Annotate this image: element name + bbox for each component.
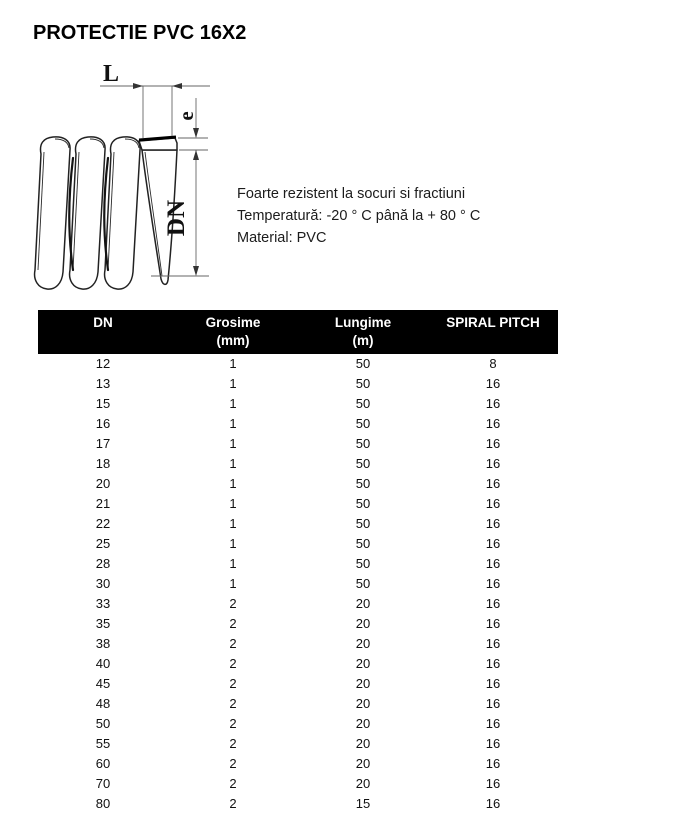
table-cell: 17 bbox=[95, 436, 111, 451]
column-unit: (mm) bbox=[216, 333, 250, 348]
table-cell: 1 bbox=[229, 516, 237, 531]
table-cell: 50 bbox=[355, 516, 371, 531]
table-cell: 1 bbox=[229, 356, 237, 371]
table-cell: 12 bbox=[95, 356, 111, 371]
table-cell: 50 bbox=[355, 476, 371, 491]
table-cell: 16 bbox=[485, 376, 501, 391]
table-row bbox=[38, 534, 558, 554]
table-row bbox=[38, 494, 558, 514]
table-row bbox=[38, 554, 558, 574]
table-cell: 1 bbox=[229, 376, 237, 391]
table-cell: 50 bbox=[355, 436, 371, 451]
table-row bbox=[38, 394, 558, 414]
table-cell: 20 bbox=[355, 696, 371, 711]
table-cell: 16 bbox=[485, 756, 501, 771]
table-row bbox=[38, 594, 558, 614]
table-cell: 16 bbox=[95, 416, 111, 431]
table-cell: 55 bbox=[95, 736, 111, 751]
table-row bbox=[38, 454, 558, 474]
table-cell: 1 bbox=[229, 556, 237, 571]
table-cell: 28 bbox=[95, 556, 111, 571]
table-cell: 50 bbox=[355, 356, 371, 371]
table-cell: 1 bbox=[229, 436, 237, 451]
table-cell: 50 bbox=[355, 456, 371, 471]
table-cell: 21 bbox=[95, 496, 111, 511]
table-cell: 1 bbox=[229, 576, 237, 591]
table-cell: 50 bbox=[95, 716, 111, 731]
table-row bbox=[38, 654, 558, 674]
table-cell: 1 bbox=[229, 476, 237, 491]
table-cell: 20 bbox=[355, 676, 371, 691]
table-cell: 2 bbox=[229, 736, 237, 751]
table-cell: 38 bbox=[95, 636, 111, 651]
column-unit bbox=[428, 332, 558, 350]
column-header-dn bbox=[38, 314, 168, 350]
column-header-spiral-pitch bbox=[428, 314, 558, 350]
table-cell: 50 bbox=[355, 576, 371, 591]
description-line-3: Material: PVC bbox=[237, 230, 327, 246]
table-cell: 16 bbox=[485, 536, 501, 551]
description-line-1: Foarte rezistent la socuri si fractiuni bbox=[237, 186, 466, 202]
page-title: PROTECTIE PVC 16X2 bbox=[33, 22, 247, 44]
table-cell: 80 bbox=[95, 796, 111, 811]
table-cell: 25 bbox=[95, 536, 111, 551]
table-cell: 16 bbox=[485, 676, 501, 691]
column-header-lungime bbox=[298, 314, 428, 350]
table-cell: 2 bbox=[229, 616, 237, 631]
table-row bbox=[38, 794, 558, 814]
column-label: Lungime bbox=[334, 315, 392, 330]
table-row bbox=[38, 434, 558, 454]
table-cell: 45 bbox=[95, 676, 111, 691]
diagram-label-thickness: e bbox=[174, 111, 198, 121]
table-cell: 30 bbox=[95, 576, 111, 591]
table-cell: 16 bbox=[485, 596, 501, 611]
table-cell: 2 bbox=[229, 696, 237, 711]
table-row bbox=[38, 414, 558, 434]
diagram-label-diameter: DN bbox=[163, 199, 190, 237]
table-cell: 1 bbox=[229, 416, 237, 431]
table-cell: 70 bbox=[95, 776, 111, 791]
table-cell: 2 bbox=[229, 596, 237, 611]
table-cell: 35 bbox=[95, 616, 111, 631]
table-row bbox=[38, 774, 558, 794]
table-cell: 20 bbox=[95, 476, 111, 491]
table-cell: 16 bbox=[485, 636, 501, 651]
table-cell: 1 bbox=[229, 396, 237, 411]
coil-loops bbox=[35, 137, 177, 289]
table-cell: 16 bbox=[485, 796, 501, 811]
diagram-label-length: L bbox=[103, 61, 120, 87]
table-cell: 2 bbox=[229, 716, 237, 731]
product-diagram bbox=[25, 58, 240, 302]
description-line-2: Temperatură: -20 ° C până la + 80 ° C bbox=[237, 208, 481, 224]
table-row bbox=[38, 374, 558, 394]
table-cell: 20 bbox=[355, 716, 371, 731]
table-cell: 20 bbox=[355, 736, 371, 751]
spec-table-header bbox=[38, 310, 558, 354]
table-row bbox=[38, 474, 558, 494]
table-cell: 50 bbox=[355, 536, 371, 551]
table-cell: 20 bbox=[355, 656, 371, 671]
table-cell: 33 bbox=[95, 596, 111, 611]
table-cell: 13 bbox=[95, 376, 111, 391]
table-cell: 15 bbox=[95, 396, 111, 411]
table-cell: 50 bbox=[355, 396, 371, 411]
table-row bbox=[38, 674, 558, 694]
table-cell: 50 bbox=[355, 416, 371, 431]
table-cell: 2 bbox=[229, 776, 237, 791]
table-cell: 16 bbox=[485, 496, 501, 511]
column-unit: (m) bbox=[352, 333, 374, 348]
table-cell: 50 bbox=[355, 376, 371, 391]
table-cell: 18 bbox=[95, 456, 111, 471]
table-cell: 20 bbox=[355, 616, 371, 631]
table-cell: 16 bbox=[485, 616, 501, 631]
table-row bbox=[38, 754, 558, 774]
table-row bbox=[38, 694, 558, 714]
table-cell: 16 bbox=[485, 416, 501, 431]
table-cell: 8 bbox=[489, 356, 497, 371]
table-cell: 16 bbox=[485, 576, 501, 591]
table-cell: 1 bbox=[229, 536, 237, 551]
table-cell: 50 bbox=[355, 556, 371, 571]
table-row bbox=[38, 734, 558, 754]
product-description bbox=[237, 183, 480, 249]
table-cell: 48 bbox=[95, 696, 111, 711]
column-header-grosime bbox=[168, 314, 298, 350]
table-cell: 16 bbox=[485, 556, 501, 571]
table-row bbox=[38, 614, 558, 634]
table-cell: 20 bbox=[355, 756, 371, 771]
spec-table bbox=[38, 310, 558, 814]
table-row bbox=[38, 714, 558, 734]
table-cell: 20 bbox=[355, 776, 371, 791]
table-cell: 15 bbox=[355, 796, 371, 811]
table-cell: 16 bbox=[485, 776, 501, 791]
table-cell: 16 bbox=[485, 476, 501, 491]
column-label: SPIRAL PITCH bbox=[446, 315, 540, 330]
spiral-wrap-drawing bbox=[25, 58, 240, 302]
table-cell: 16 bbox=[485, 516, 501, 531]
table-cell: 60 bbox=[95, 756, 111, 771]
spec-table-body bbox=[38, 354, 558, 814]
table-cell: 20 bbox=[355, 596, 371, 611]
table-row bbox=[38, 634, 558, 654]
table-row bbox=[38, 514, 558, 534]
table-cell: 16 bbox=[485, 736, 501, 751]
table-row bbox=[38, 354, 558, 374]
column-unit bbox=[38, 332, 168, 350]
table-cell: 16 bbox=[485, 396, 501, 411]
table-cell: 1 bbox=[229, 496, 237, 511]
column-label: Grosime bbox=[205, 315, 261, 330]
table-cell: 20 bbox=[355, 636, 371, 651]
column-label: DN bbox=[93, 315, 113, 330]
table-row bbox=[38, 574, 558, 594]
table-cell: 1 bbox=[229, 456, 237, 471]
table-cell: 2 bbox=[229, 676, 237, 691]
table-cell: 16 bbox=[485, 716, 501, 731]
table-cell: 40 bbox=[95, 656, 111, 671]
table-cell: 16 bbox=[485, 436, 501, 451]
table-cell: 2 bbox=[229, 656, 237, 671]
table-cell: 16 bbox=[485, 696, 501, 711]
table-cell: 16 bbox=[485, 456, 501, 471]
table-cell: 2 bbox=[229, 796, 237, 811]
table-cell: 2 bbox=[229, 756, 237, 771]
table-cell: 50 bbox=[355, 496, 371, 511]
table-cell: 16 bbox=[485, 656, 501, 671]
table-cell: 2 bbox=[229, 636, 237, 651]
table-cell: 22 bbox=[95, 516, 111, 531]
